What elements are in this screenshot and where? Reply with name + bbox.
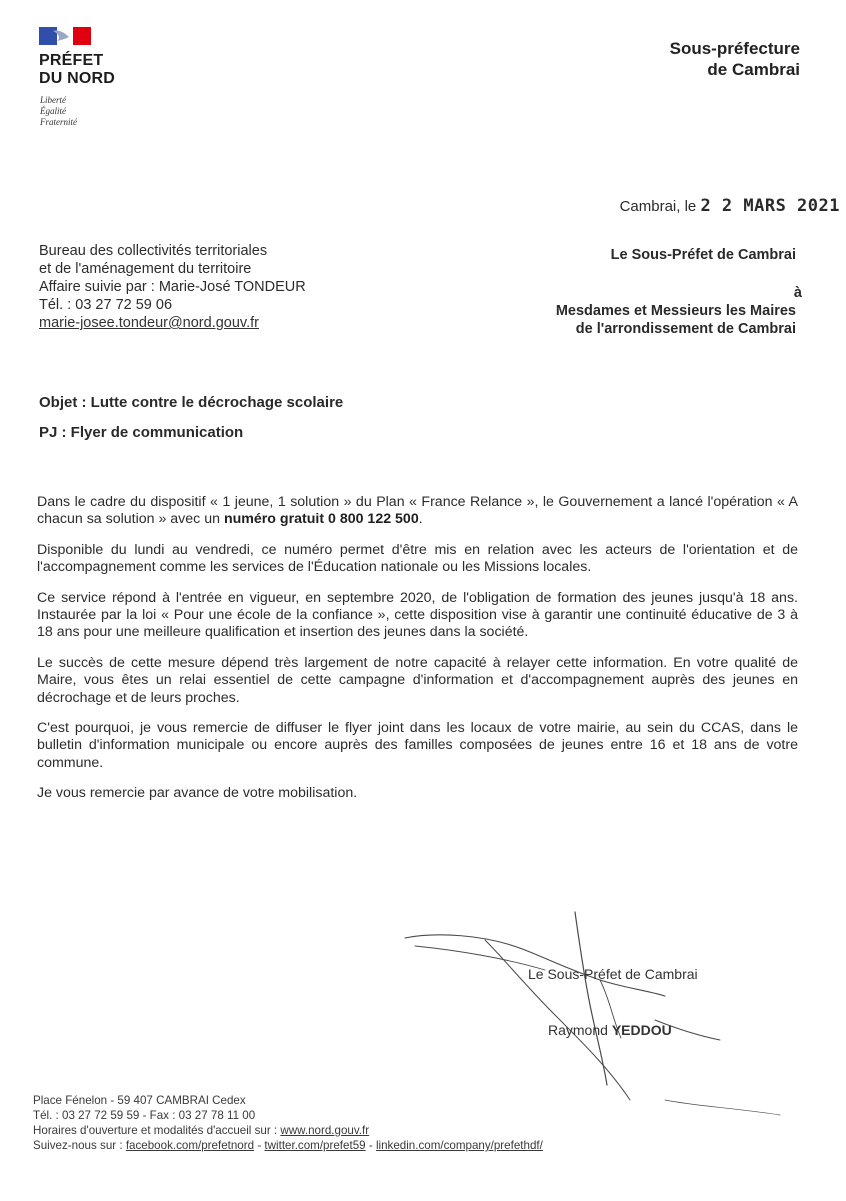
prefect-logo-title — [39, 52, 115, 88]
sender-email-link[interactable]: marie-josee.tondeur@nord.gouv.fr — [39, 315, 259, 331]
motto-egalite: Égalité — [40, 106, 66, 116]
free-number: numéro gratuit 0 800 122 500 — [223, 511, 419, 528]
footer-separator: - — [368, 1139, 373, 1152]
linkedin-link[interactable]: linkedin.com/company/prefethdf/ — [375, 1139, 543, 1152]
recipient-block — [555, 246, 802, 338]
logo-title-line2: DU NORD — [39, 70, 116, 87]
footer-follow-text: Suivez-nous sur : — [33, 1139, 123, 1152]
recipient-line1: Mesdames et Messieurs les Maires — [555, 303, 796, 319]
twitter-link[interactable]: twitter.com/prefet59 — [264, 1139, 366, 1152]
body-paragraph-2: Disponible du lundi au vendredi, ce numéro permet d'être mis en relation avec les acteurs de l'orientation et de l'accompagnement comme les services de l'Éducation nationale ou les Missions locales. — [37, 541, 798, 576]
letter-attachment: PJ : Flyer de communication — [39, 424, 244, 441]
letter-date — [620, 196, 840, 216]
body-paragraph-5: C'est pourquoi, je vous remercie de diffuser le flyer joint dans les locaux de votre mairie, au sein du CCAS, dans le bulletin d'information municipale ou encore auprès des familles composées de jeunes entre 16 et 18 ans de votre commune. — [37, 720, 798, 771]
date-stamp: 2 2 MARS 2021 — [700, 196, 840, 216]
body-p1-end: . — [418, 511, 423, 528]
recipient-preposition: à — [793, 285, 802, 301]
sender-contact-person: Affaire suivie par : Marie-José TONDEUR — [39, 279, 306, 295]
body-p1-text: Dans le cadre du dispositif « 1 jeune, 1 solution » du Plan « France Relance », le Gouvernement a lancé l'opération « A chacun sa solution » avec un — [37, 494, 798, 528]
sender-block — [39, 242, 306, 332]
footer-hours — [33, 1123, 543, 1138]
motto-liberte: Liberté — [40, 95, 66, 105]
footer-social — [33, 1138, 543, 1153]
logo-title-line1: PRÉFET — [39, 52, 104, 69]
body-paragraph-1 — [37, 494, 798, 529]
issuing-office — [670, 38, 800, 80]
footer-separator: - — [257, 1139, 262, 1152]
sender-phone: Tél. : 03 27 72 59 06 — [39, 297, 173, 313]
letter-subject: Objet : Lutte contre le décrochage scolaire — [39, 394, 344, 411]
body-paragraph-3: Ce service répond à l'entrée en vigueur, en septembre 2020, de l'obligation de formation des jeunes jusqu'à 18 ans. Instaurée par la loi « Pour une école de la confiance », cette disposition vise à garantir une continuité éducative de 3 à 18 ans pour une meilleure qualification et insertion des jeunes dans la société. — [37, 589, 798, 641]
footer-address: Place Fénelon - 59 407 CAMBRAI Cedex — [33, 1094, 246, 1107]
republic-motto — [40, 95, 77, 128]
sender-line1: Bureau des collectivités territoriales — [39, 243, 268, 259]
author-title: Le Sous-Préfet de Cambrai — [610, 247, 796, 263]
issuing-office-line1: Sous-préfecture — [669, 39, 800, 58]
signatory-first-name: Raymond — [548, 1022, 608, 1038]
body-paragraph-6: Je vous remercie par avance de votre mobilisation. — [37, 785, 358, 802]
date-prefix: Cambrai, le — [619, 198, 697, 215]
sender-line2: et de l'aménagement du territoire — [39, 261, 252, 277]
issuing-office-line2: de Cambrai — [707, 60, 800, 79]
footer-hours-text: Horaires d'ouverture et modalités d'accueil sur : — [33, 1124, 278, 1137]
marianne-flag-icon — [39, 27, 91, 45]
footer-phone-fax: Tél. : 03 27 72 59 59 - Fax : 03 27 78 11 00 — [33, 1109, 256, 1122]
website-link[interactable]: www.nord.gouv.fr — [280, 1124, 370, 1137]
facebook-link[interactable]: facebook.com/prefetnord — [125, 1139, 255, 1152]
letter-body — [37, 494, 798, 816]
signatory-name — [548, 1022, 672, 1038]
recipient-line2: de l'arrondissement de Cambrai — [575, 321, 796, 337]
motto-fraternite: Fraternité — [40, 117, 77, 127]
signatory-title: Le Sous-Préfet de Cambrai — [528, 966, 698, 982]
body-paragraph-4: Le succès de cette mesure dépend très largement de notre capacité à relayer cette information. En votre qualité de Maire, vous êtes un relai essentiel de cette campagne d'information et d'accompagnement auprès des jeunes en décrochage et de leurs proches. — [37, 654, 798, 706]
signatory-last-name: YEDDOU — [611, 1022, 672, 1038]
footer — [33, 1093, 543, 1153]
